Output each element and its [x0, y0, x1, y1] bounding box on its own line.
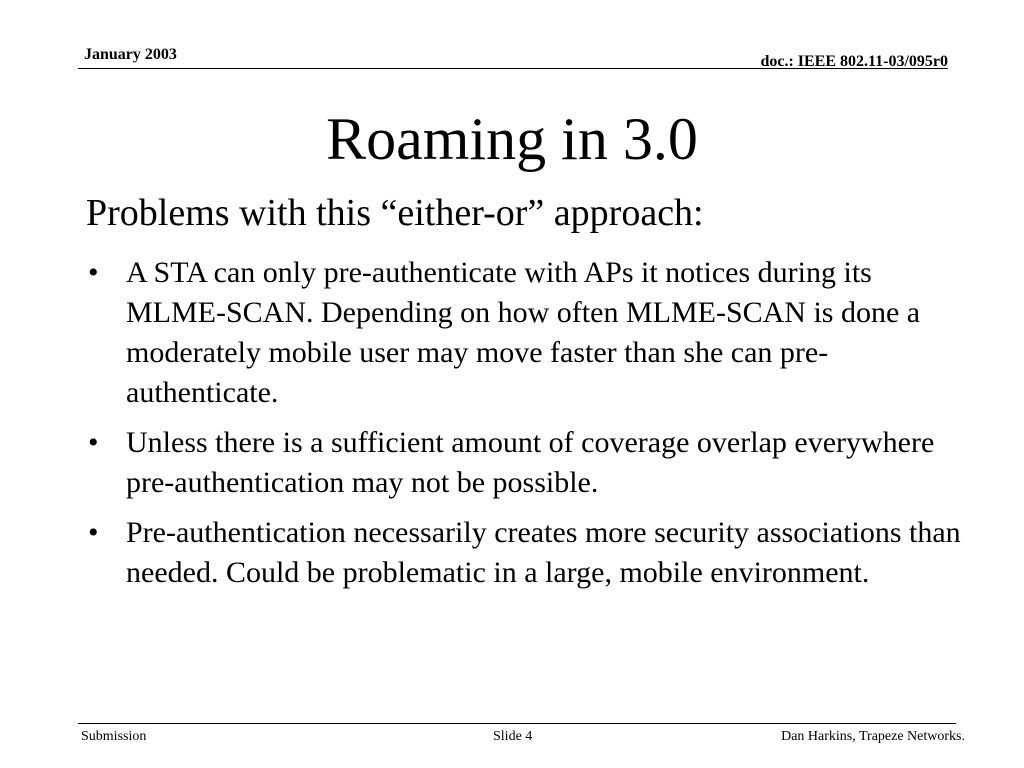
- bullet-icon: •: [88, 256, 99, 289]
- header-divider: [78, 68, 948, 69]
- bullet-list: [86, 253, 966, 603]
- bullet-text: Unless there is a sufficient amount of coverage overlap everywhere pre-authentication may not be possible.: [126, 426, 935, 499]
- bullet-icon: •: [88, 426, 99, 459]
- header-date: January 2003: [84, 46, 177, 63]
- bullet-item: [86, 253, 966, 413]
- bullet-icon: •: [88, 516, 99, 549]
- footer-author: Dan Harkins, Trapeze Networks.: [781, 729, 965, 744]
- bullet-text: Pre-authentication necessarily creates more security associations than needed. Could be problematic in a large, mobile environment.: [126, 516, 961, 589]
- header-doc-id: doc.: IEEE 802.11-03/095r0: [760, 53, 948, 70]
- slide-intro: Problems with this “either-or” approach:: [86, 192, 704, 234]
- bullet-item: [86, 513, 966, 593]
- footer-submission: Submission: [81, 729, 147, 744]
- footer-slide-number: Slide 4: [493, 729, 533, 744]
- footer-divider: [78, 723, 956, 724]
- slide-title: Roaming in 3.0: [326, 106, 698, 172]
- bullet-text: A STA can only pre-authenticate with APs it notices during its MLME-SCAN. Depending on how often MLME-SCAN is done a moderately mobile user may move faster than she can pre-authenticate.: [126, 256, 921, 409]
- bullet-item: [86, 423, 966, 503]
